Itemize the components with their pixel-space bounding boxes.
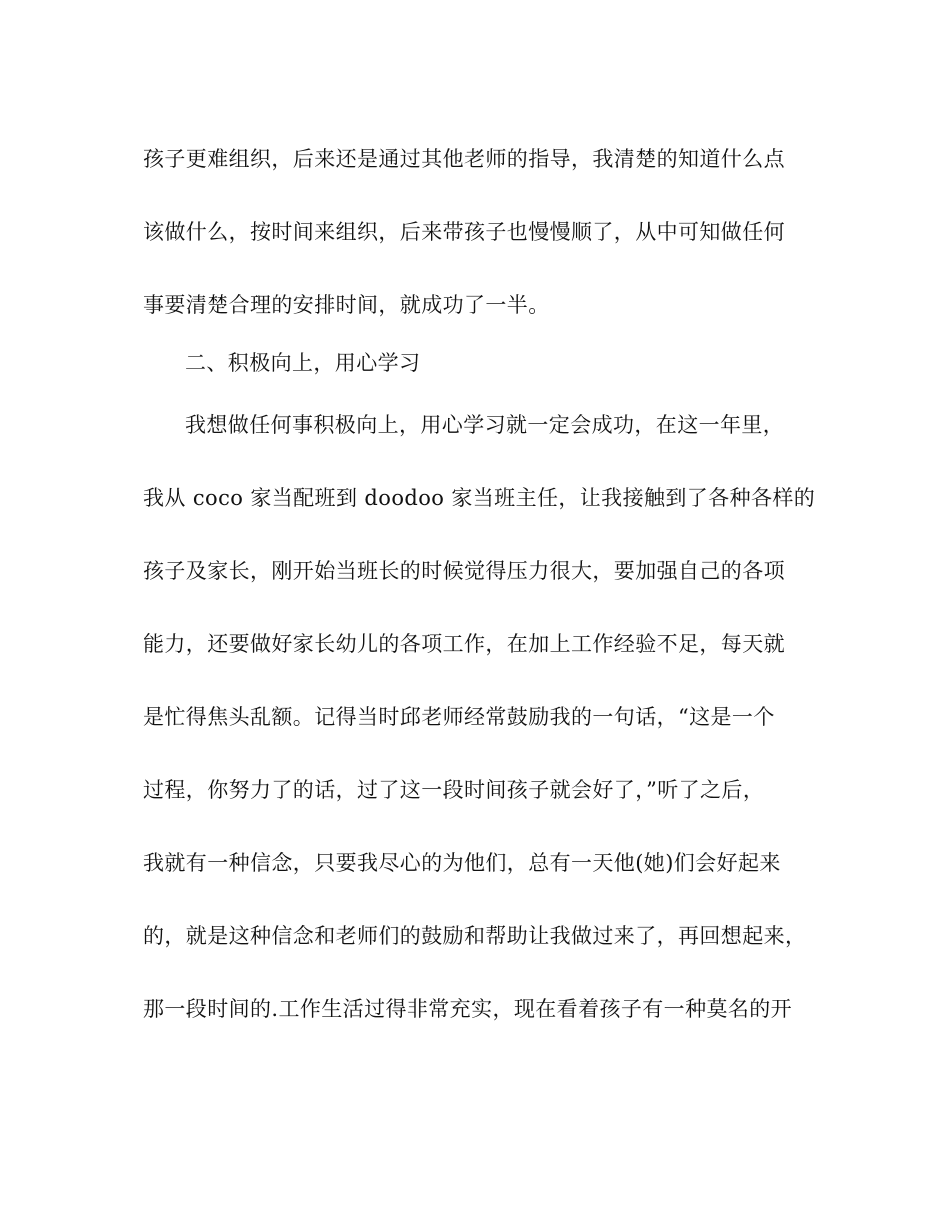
body-text-line: 是忙得焦头乱额。记得当时邱老师经常鼓励我的一句话，“这是一个	[143, 705, 775, 729]
body-text-line: 孩子及家长，刚开始当班长的时候觉得压力很大，要加强自己的各项	[143, 559, 785, 583]
body-text-line: 我从 coco 家当配班到 doodoo 家当班主任，让我接触到了各种各样的	[143, 486, 816, 510]
body-text-line: 事要清楚合理的安排时间，就成功了一半。	[143, 293, 550, 317]
body-text-line: 那一段时间的.工作生活过得非常充实，现在看着孩子有一种莫名的开	[143, 997, 793, 1021]
body-text-line: 能力，还要做好家长幼儿的各项工作，在加上工作经验不足，每天就	[143, 632, 785, 656]
body-text-line: 该做什么，按时间来组织，后来带孩子也慢慢顺了，从中可知做任何	[143, 220, 785, 244]
body-text-line: 孩子更难组织，后来还是通过其他老师的指导，我清楚的知道什么点	[143, 147, 785, 171]
body-text-line: 的，就是这种信念和老师们的鼓励和帮助让我做过来了，再回想起来，	[143, 924, 807, 948]
body-text-line: 我就有一种信念，只要我尽心的为他们，总有一天他(她)们会好起来	[143, 851, 781, 875]
paragraph-first-line: 我想做任何事积极向上，用心学习就一定会成功，在这一年里，	[185, 413, 785, 437]
body-text-line: 过程，你努力了的话，过了这一段时间孩子就会好了，”听了之后，	[143, 778, 765, 802]
section-heading: 二、积极向上，用心学习	[185, 351, 421, 375]
